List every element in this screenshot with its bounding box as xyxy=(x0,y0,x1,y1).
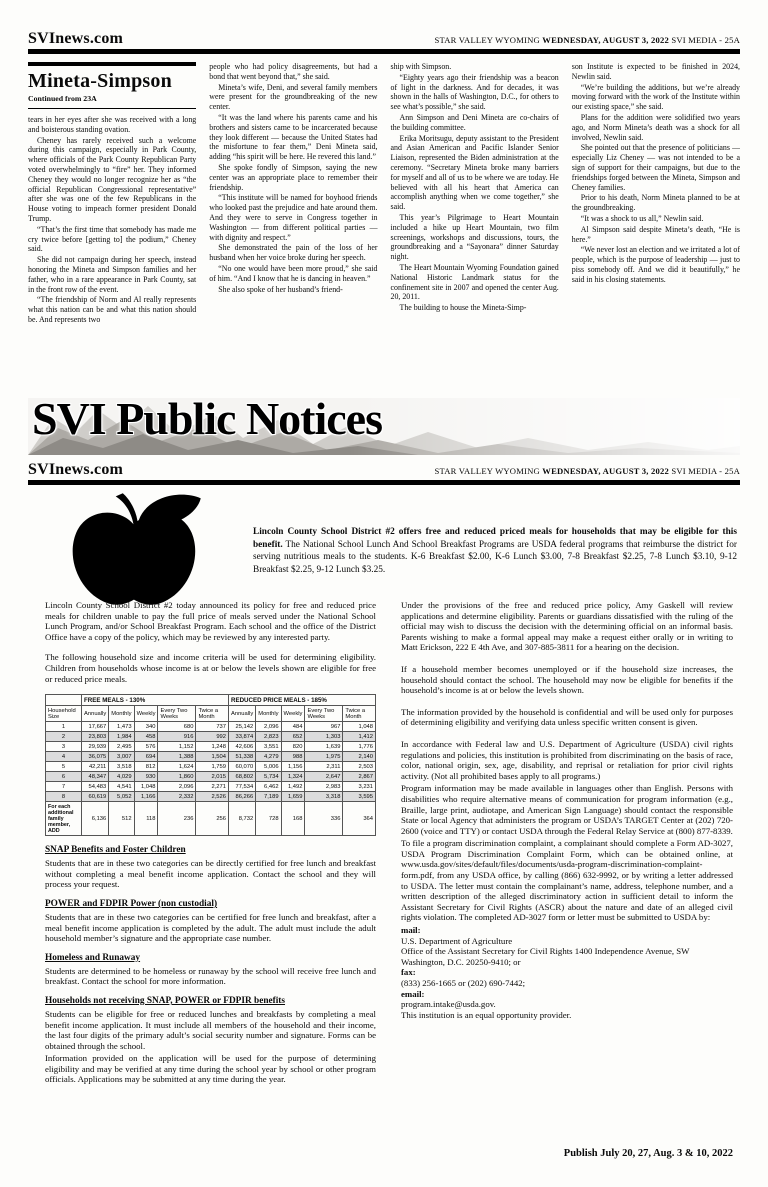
public-notices-title: SVI Public Notices xyxy=(32,393,382,444)
household-size-cell: 4 xyxy=(46,752,82,762)
section-body: Students can be eligible for free or reduced lunches and breakfasts by completing a meal benefit income application. It must include all members of the household and their income, the last four digits of the primary adult’s social security number and signature. Forms can be obtained through the school. xyxy=(45,1008,376,1051)
section-homeless xyxy=(45,953,376,987)
masthead-dateline xyxy=(434,466,740,476)
household-size-cell: 2 xyxy=(46,732,82,742)
amount-cell: 54,483 xyxy=(82,782,109,792)
fax-label: fax: xyxy=(401,967,416,978)
masthead-second xyxy=(28,461,740,479)
notice-left-column xyxy=(45,600,376,1087)
masthead-location: STAR VALLEY WYOMING xyxy=(434,35,540,45)
amount-cell: 992 xyxy=(196,732,229,742)
amount-cell: 2,096 xyxy=(256,722,281,732)
paragraph: This year’s Pilgrimage to Heart Mountain included a hike up Heart Mountain, two film screenings, workshops and discussions, tours, the groundbreaking and a “Sayonara” dinner Saturday night. xyxy=(390,212,559,262)
amount-cell: 6,136 xyxy=(82,802,109,836)
notice-right-column xyxy=(401,600,733,1020)
section-body: Students that are in these two categories can be certified for free lunch and breakfast, after a meal benefit income application is completed by the adult. The adult must include the adult household member’s signature and the appropriate case number. xyxy=(45,911,376,944)
amount-cell: 3,595 xyxy=(343,792,376,802)
appeal-paragraph: Under the provisions of the free and reduced price policy, Amy Gaskell will review applications and determine eligibility. Parents or guardians dissatisfied with the ruling of the official may wish to discuss the decision with the determining official on an informal basis. Parents wishing to make a formal appeal may make a request either orally or in writing to Matt Erickson, 222 E 4th Ave, and 307-885-3811 for a hearing on the decision. xyxy=(401,600,733,653)
amount-cell: 51,338 xyxy=(228,752,255,762)
amount-cell: 2,503 xyxy=(343,762,376,772)
column-header: Every Two Weeks xyxy=(158,706,196,722)
amount-cell: 6,462 xyxy=(256,782,281,792)
article-title: Mineta-Simpson xyxy=(28,70,172,92)
amount-cell: 1,412 xyxy=(343,732,376,742)
paragraph: Plans for the addition were solidified two years ago, and Norm Mineta’s death was a shock for all involved, Newlin said. xyxy=(571,112,740,142)
income-row xyxy=(46,722,376,732)
policy-paragraph: Lincoln County School District #2 today announced its policy for free and reduced price meals for children unable to pay the full price of meals served under the National School Lunch Program, and/or School Breakfast Program. Each school and the office of the District Office have a copy of the policy, which may be reviewed by any interested party. xyxy=(45,600,376,642)
column-header: Twice a Month xyxy=(343,706,376,722)
amount-cell: 1,492 xyxy=(281,782,305,792)
amount-cell: 1,975 xyxy=(305,752,343,762)
amount-cell: 168 xyxy=(281,802,305,836)
amount-cell: 3,318 xyxy=(305,792,343,802)
amount-cell: 33,874 xyxy=(228,732,255,742)
amount-cell: 3,551 xyxy=(256,742,281,752)
amount-cell: 2,983 xyxy=(305,782,343,792)
amount-cell: 737 xyxy=(196,722,229,732)
amount-cell: 1,659 xyxy=(281,792,305,802)
usda-accessibility-paragraph: Program information may be made available in languages other than English. Persons with disabilities who require alternative means of communication for program information (e.g., Braille, large print, audiotape, and American Sign Language) should contact the responsible State or local Agency that administers the program or USDA’s TARGET Center at (202) 720-2600 (voice and TTY) or contact USDA through the Federal Relay Service at (800) 877-8339. xyxy=(401,783,733,836)
article-mineta-simpson xyxy=(28,62,740,396)
household-size-cell: 5 xyxy=(46,762,82,772)
paragraph: “We’re building the additions, but we’re already moving forward with the work of the Institute within our existing space,” she said. xyxy=(571,82,740,112)
amount-cell: 340 xyxy=(134,722,158,732)
amount-cell: 1,048 xyxy=(343,722,376,732)
masthead-rule xyxy=(28,49,740,54)
amount-cell: 694 xyxy=(134,752,158,762)
amount-cell: 4,541 xyxy=(109,782,134,792)
additional-member-label: For each additional family member, ADD xyxy=(46,802,82,836)
paragraph: Prior to his death, Norm Mineta planned to be at the groundbreaking. xyxy=(571,193,740,213)
section-body-2: Information provided on the application will be used for the purpose of determining eligibility and may be verified at any time during the school year by school or other program officials. Applications may be submitted at any time during the year. xyxy=(45,1053,376,1085)
paragraph: “We never lost an election and we irritated a lot of people, which is the purpose of leadership — just to piss somebody off. And we did it beautifully,” he said in his closing statements. xyxy=(571,245,740,284)
amount-cell: 728 xyxy=(256,802,281,836)
paragraph: She pointed out that the presence of politicians — especially Liz Cheney — was not intended to be a sign of support for their campaigns, but due to the friendships forged between the Mineta, Simpson and Cheney families. xyxy=(571,143,740,192)
notice-intro xyxy=(253,526,737,576)
amount-cell: 1,152 xyxy=(158,742,196,752)
paragraph: She spoke fondly of Simpson, saying the new center was an appropriate place to remember their friendship. xyxy=(209,162,378,192)
amount-cell: 484 xyxy=(281,722,305,732)
amount-cell: 2,526 xyxy=(196,792,229,802)
masthead-date: WEDNESDAY, AUGUST 3, 2022 xyxy=(542,35,669,45)
article-column-2 xyxy=(209,62,377,396)
mail-line-1: U.S. Department of Agriculture xyxy=(401,935,513,946)
amount-cell: 1,156 xyxy=(281,762,305,772)
section-power xyxy=(45,899,376,944)
amount-cell: 77,534 xyxy=(228,782,255,792)
amount-cell: 25,142 xyxy=(228,722,255,732)
column-header: Weekly xyxy=(134,706,158,722)
paragraph: tears in her eyes after she was received with a long and boisterous standing ovation. xyxy=(28,115,197,134)
amount-cell: 336 xyxy=(305,802,343,836)
mail-label: mail: xyxy=(401,925,421,936)
income-row xyxy=(46,792,376,802)
income-row xyxy=(46,782,376,792)
criteria-paragraph: The following household size and income criteria will be used for determining eligibility. Children from households whose income is at or below the levels shown are eligible for free or reduced price meals. xyxy=(45,652,376,684)
amount-cell: 48,347 xyxy=(82,772,109,782)
meal-table-colheads xyxy=(46,706,376,722)
amount-cell: 60,070 xyxy=(228,762,255,772)
paragraph: Al Simpson said despite Mineta’s death, “He is here.” xyxy=(571,224,740,244)
column-header: Annually xyxy=(228,706,255,722)
paragraph: ship with Simpson. xyxy=(390,62,452,71)
income-row xyxy=(46,742,376,752)
amount-cell: 2,647 xyxy=(305,772,343,782)
paragraph: people who had policy disagreements, but had a bond that went beyond that,” she said. xyxy=(209,62,378,81)
amount-cell: 2,495 xyxy=(109,742,134,752)
section-heading: Households not receiving SNAP, POWER or FDPIR benefits xyxy=(45,995,286,1006)
amount-cell: 988 xyxy=(281,752,305,762)
free-meals-header: FREE MEALS - 130% xyxy=(82,695,229,706)
paragraph: The building to house the Mineta-Simp- xyxy=(399,303,527,313)
notice-intro-bold: Lincoln County School District #2 offers free and reduced priced meals for households that may be eligible for this benefit. xyxy=(253,527,737,550)
amount-cell: 576 xyxy=(134,742,158,752)
amount-cell: 1,248 xyxy=(196,742,229,752)
section-snap xyxy=(45,845,376,890)
paragraph: “It was a shock to us all,” Newlin said. xyxy=(580,213,704,223)
notice-intro-rest: The National School Lunch And School Breakfast Programs are USDA federal programs that reimburse the district for serving nutritious meals to the students. K-6 Breakfast $2.00, K-6 Lunch $3.00, 7-8 Breakfast $2.25, 7-8 Lunch $3.10, 9-12 Breakfast $2.25, 9-12 Lunch $3.25. xyxy=(253,539,737,575)
paragraph: She also spoke of her husband’s friend- xyxy=(218,284,343,294)
email-label: email: xyxy=(401,988,425,999)
amount-cell: 236 xyxy=(158,802,196,836)
column-header: Weekly xyxy=(281,706,305,722)
household-size-cell: 8 xyxy=(46,792,82,802)
paragraph: “It was the land where his parents came and his brothers and sisters came to be incarcerated because they look different — because the United States had the misfortune to fear them,” Deni Mineta said, adding “his spirit will be here. He revered this land.” xyxy=(209,112,378,162)
amount-cell: 1,984 xyxy=(109,732,134,742)
publish-dates: Publish July 20, 27, Aug. 3 & 10, 2022 xyxy=(563,1148,733,1159)
household-size-cell: 1 xyxy=(46,722,82,732)
masthead-date: WEDNESDAY, AUGUST 3, 2022 xyxy=(542,466,669,476)
site-name: SVInews.com xyxy=(28,30,124,47)
income-row xyxy=(46,772,376,782)
paragraph: She demonstrated the pain of the loss of her husband when her voice broke during her speech. xyxy=(209,243,378,263)
amount-cell: 1,324 xyxy=(281,772,305,782)
amount-cell: 1,624 xyxy=(158,762,196,772)
amount-cell: 5,052 xyxy=(109,792,134,802)
column-header: Monthly xyxy=(256,706,281,722)
equal-opportunity-line: This institution is an equal opportunity provider. xyxy=(401,1009,572,1020)
paragraph: Cheney has rarely received such a welcome during this campaign, especially in Park County, where officials of the Park County Republican Party voted overwhelmingly to “fire” her. They informed Cheney they would no longer recognize her as “the official Republican Congressional representative” after she was one of the few Republicans in the House voting to impeach former president Donald Trump. xyxy=(28,135,197,223)
article-text-col1 xyxy=(28,115,196,325)
amount-cell: 1,860 xyxy=(158,772,196,782)
amount-cell: 36,075 xyxy=(82,752,109,762)
paragraph: The Heart Mountain Wyoming Foundation gained National Historic Landmark status for the confinement site in 2007 and opened the center Aug. 20, 2011. xyxy=(390,262,559,302)
masthead-dateline xyxy=(434,35,740,45)
amount-cell: 29,939 xyxy=(82,742,109,752)
section-heading: Homeless and Runaway xyxy=(45,952,141,963)
amount-cell: 7,189 xyxy=(256,792,281,802)
amount-cell: 23,803 xyxy=(82,732,109,742)
paragraph: Mineta’s wife, Deni, and several family members were present for the groundbreaking of the new center. xyxy=(209,82,378,112)
usda-complaint-paragraph: To file a program discrimination complaint, a complainant should complete a Form AD-3027, USDA Program Discrimination Complaint Form, which can be obtained online, at www.usda.gov/sites/default/files/documents/usda-program-discrimination-complaint-form.pdf, from any USDA office, by calling (866) 632-9992, or by writing a letter addressed to USDA. The letter must contain the complainant’s name, address, telephone number, and a written description of the alleged discriminatory action in sufficient detail to inform the Assistant Secretary for Civil Rights (ASCR) about the nature and date of an alleged civil rights violation. The completed AD-3027 form or letter must be submitted to USDA by: xyxy=(401,838,733,923)
article-text-col2 xyxy=(209,62,377,294)
article-headline xyxy=(28,62,196,109)
unemployment-paragraph: If a household member becomes unemployed or if the household size increases, the household should contact the school. The household may now be eligible for benefits if the household’s income is at or below the levels shown. xyxy=(401,663,733,696)
amount-cell: 5,006 xyxy=(256,762,281,772)
section-body: Students that are in these two categories can be directly certified for free lunch and breakfast without completing a meal benefit income application. Contact the school and they will process your request. xyxy=(45,858,376,890)
amount-cell: 1,048 xyxy=(134,782,158,792)
amount-cell: 2,140 xyxy=(343,752,376,762)
amount-cell: 42,211 xyxy=(82,762,109,772)
amount-cell: 2,332 xyxy=(158,792,196,802)
masthead-media: SVI MEDIA - 25A xyxy=(671,35,740,45)
amount-cell: 916 xyxy=(158,732,196,742)
amount-cell: 1,303 xyxy=(305,732,343,742)
amount-cell: 4,279 xyxy=(256,752,281,762)
amount-cell: 2,311 xyxy=(305,762,343,772)
paragraph: “This institute will be named for boyhood friends who looked past the prejudice and hate around them. And they were to serve in Congress together in Washington — from different political parties — with dignity and respect.” xyxy=(209,193,378,242)
amount-cell: 3,007 xyxy=(109,752,134,762)
amount-cell: 652 xyxy=(281,732,305,742)
amount-cell: 2,867 xyxy=(343,772,376,782)
amount-cell: 42,606 xyxy=(228,742,255,752)
site-name: SVInews.com xyxy=(28,461,124,478)
income-row xyxy=(46,732,376,742)
amount-cell: 680 xyxy=(158,722,196,732)
amount-cell: 2,015 xyxy=(196,772,229,782)
amount-cell: 2,823 xyxy=(256,732,281,742)
amount-cell: 2,096 xyxy=(158,782,196,792)
article-column-1 xyxy=(28,62,196,396)
amount-cell: 1,388 xyxy=(158,752,196,762)
income-row xyxy=(46,762,376,772)
amount-cell: 1,639 xyxy=(305,742,343,752)
article-continued: Continued from 23A xyxy=(28,94,97,103)
amount-cell: 256 xyxy=(196,802,229,836)
amount-cell: 1,759 xyxy=(196,762,229,772)
amount-cell: 4,029 xyxy=(109,772,134,782)
amount-cell: 364 xyxy=(343,802,376,836)
section-heading: POWER and FDPIR Power (non custodial) xyxy=(45,898,218,909)
amount-cell: 1,166 xyxy=(134,792,158,802)
column-header: Every Two Weeks xyxy=(305,706,343,722)
amount-cell: 68,802 xyxy=(228,772,255,782)
paragraph: “The friendship of Norm and Al really represents what this nation can be and what this nation should be. And represents two xyxy=(28,295,197,324)
amount-cell: 8,732 xyxy=(228,802,255,836)
paragraph: She did not campaign during her speech, instead honoring the Mineta and Simpson families and her father, who in a rare appearance in Park County, sat in the front row of the event. xyxy=(28,255,197,294)
masthead-rule-second xyxy=(28,480,740,485)
amount-cell: 3,518 xyxy=(109,762,134,772)
masthead-location: STAR VALLEY WYOMING xyxy=(434,466,540,476)
paragraph: son Institute is expected to be finished in 2024, Newlin said. xyxy=(571,62,740,81)
public-notices-banner xyxy=(28,393,740,455)
article-column-3 xyxy=(391,62,559,396)
amount-cell: 60,619 xyxy=(82,792,109,802)
income-row xyxy=(46,752,376,762)
section-households xyxy=(45,996,376,1085)
additional-member-row xyxy=(46,802,376,836)
usda-nondiscrimination-paragraph: In accordance with Federal law and U.S. Department of Agriculture (USDA) civil rights regulations and policies, this institution is prohibited from discriminating on the basis of race, color, national origin, sex, age, disability, and reprisal or retaliation for prior civil rights activity. (Not all prohibited bases apply to all programs.) xyxy=(401,738,733,781)
column-header: Household Size xyxy=(46,706,82,722)
household-size-cell: 6 xyxy=(46,772,82,782)
amount-cell: 1,776 xyxy=(343,742,376,752)
fax-number: (833) 256-1665 or (202) 690-7442; xyxy=(401,978,526,988)
meal-table-group-row xyxy=(46,695,376,706)
paragraph: Erika Moritsugu, deputy assistant to the President and Asian American and Pacific Islander Senior Liaison, represented the Biden administration at the ceremony. “Secretary Mineta broke many barriers for myself and all of us to be where we are today. He believed with all his heart that America can accomplish anything when we come together,” she said. xyxy=(390,133,559,212)
paragraph: “Eighty years ago their friendship was a beacon of light in the darkness. And for decades, it was shown in the halls of Washington, D.C., for others to see what’s possible,” she said. xyxy=(390,72,559,112)
masthead-top xyxy=(28,30,740,48)
corner-cell xyxy=(46,695,82,706)
household-size-cell: 3 xyxy=(46,742,82,752)
income-eligibility-table xyxy=(45,694,376,836)
amount-cell: 512 xyxy=(109,802,134,836)
amount-cell: 812 xyxy=(134,762,158,772)
column-header: Twice a Month xyxy=(196,706,229,722)
amount-cell: 3,231 xyxy=(343,782,376,792)
paragraph: Ann Simpson and Deni Mineta are co-chairs of the building committee. xyxy=(390,112,559,132)
section-heading: SNAP Benefits and Foster Children xyxy=(45,845,186,856)
mail-line-2: Office of the Assistant Secretary for Civil Rights 1400 Independence Avenue, SW Washington, D.C. 20250-9410; or xyxy=(401,946,690,967)
amount-cell: 2,271 xyxy=(196,782,229,792)
reduced-meals-header: REDUCED PRICE MEALS - 185% xyxy=(228,695,375,706)
amount-cell: 930 xyxy=(134,772,158,782)
confidentiality-paragraph: The information provided by the household is confidential and will be used only for purposes of determining eligibility and verifying data unless specific written consent is given. xyxy=(401,706,733,728)
amount-cell: 118 xyxy=(134,802,158,836)
article-column-4 xyxy=(572,62,740,396)
email-address: program.intake@usda.gov. xyxy=(401,999,496,1010)
section-body: Students are determined to be homeless or runaway by the school will receive free lunch and breakfast. Contact the school for more information. xyxy=(45,965,376,987)
apple-icon xyxy=(58,488,220,612)
column-header: Annually xyxy=(82,706,109,722)
amount-cell: 458 xyxy=(134,732,158,742)
amount-cell: 5,734 xyxy=(256,772,281,782)
paragraph: “That’s the first time that somebody has made me cry twice before [getting to] the podium,” Cheney said. xyxy=(28,224,197,254)
column-header: Monthly xyxy=(109,706,134,722)
amount-cell: 1,504 xyxy=(196,752,229,762)
household-size-cell: 7 xyxy=(46,782,82,792)
apple-graphic xyxy=(58,488,220,617)
amount-cell: 820 xyxy=(281,742,305,752)
article-text-col4 xyxy=(572,62,740,285)
amount-cell: 17,667 xyxy=(82,722,109,732)
amount-cell: 967 xyxy=(305,722,343,732)
meal-table-body xyxy=(46,695,376,836)
masthead-media: SVI MEDIA - 25A xyxy=(671,466,740,476)
amount-cell: 1,473 xyxy=(109,722,134,732)
paragraph: “No one would have been more proud,” she said of him. “And I know that he is dancing in heaven.” xyxy=(209,263,378,283)
amount-cell: 86,266 xyxy=(228,792,255,802)
article-text-col3 xyxy=(391,62,559,313)
